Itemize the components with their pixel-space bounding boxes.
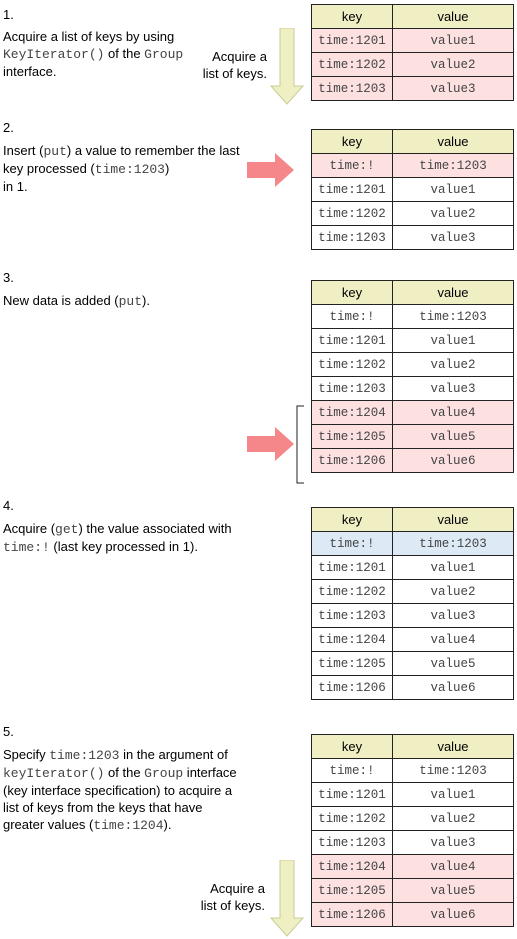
right-arrow-icon [247,427,295,461]
step-3-table [311,280,514,473]
table-row: time:! time:1203 [312,759,514,783]
step-3-number: 3. [3,270,14,285]
step-2-description: Insert (put) a value to remember the last key processed (time:1203) in 1. [3,143,240,194]
table-row: time:1203 value3 [312,604,514,628]
bracket-icon [296,405,306,485]
table-row: time:1202 value2 [312,202,514,226]
step-1-description: Acquire a list of keys by using KeyIterator() of the Group interface. [3,29,184,79]
table-row: time:1202 value2 [312,53,514,77]
table-row: time:1202 value2 [312,807,514,831]
table-row: time:1202 value2 [312,353,514,377]
step-1-arrow-label: Acquire a list of keys. [202,49,267,81]
table-row: time:1206 value6 [312,676,514,700]
down-arrow-icon [270,28,304,106]
table-row: time:1201 value1 [312,29,514,53]
step-4-number: 4. [3,498,14,513]
step-3-description: New data is added (put). [3,293,150,309]
step-5-arrow-label: Acquire a list of keys. [200,881,265,913]
step-1-table [311,4,514,101]
table-row: time:1205 value5 [312,879,514,903]
table-row: time:1205 value5 [312,425,514,449]
step-1-number: 1. [3,7,14,22]
table-row: time:1203 value3 [312,226,514,250]
key-header: key [312,130,393,154]
table-row: time:1204 value4 [312,628,514,652]
step-2-number: 2. [3,120,14,135]
key-header: key [312,508,393,532]
table-row: time:1203 value3 [312,831,514,855]
key-header: key [312,735,393,759]
table-row: time:1204 value4 [312,855,514,879]
table-row: time:! time:1203 [312,305,514,329]
step-5-table [311,734,514,927]
key-header: key [312,281,393,305]
table-row: time:1201 value1 [312,783,514,807]
table-row: time:1206 value6 [312,449,514,473]
step-5-description: Specify time:1203 in the argument of keyIterator() of the Group interface (key interface specification) to acquire a list of keys from the keys that have greater values (time:1204). [3,747,237,833]
table-row: time:1204 value4 [312,401,514,425]
key-header: key [312,5,393,29]
table-row: time:1201 value1 [312,178,514,202]
table-row: time:! time:1203 [312,154,514,178]
down-arrow-icon [270,860,304,938]
value-header: value [393,508,514,532]
table-row: time:1202 value2 [312,580,514,604]
table-row: time:1201 value1 [312,329,514,353]
value-header: value [393,735,514,759]
table-row: time:1203 value3 [312,377,514,401]
value-header: value [393,130,514,154]
value-header: value [393,281,514,305]
step-2-table [311,129,514,250]
table-row: time:1201 value1 [312,556,514,580]
step-4-table [311,507,514,700]
step-4-description: Acquire (get) the value associated with time:! (last key processed in 1). [3,521,232,555]
right-arrow-icon [247,153,295,187]
value-header: value [393,5,514,29]
table-row: time:1206 value6 [312,903,514,927]
table-row: time:1205 value5 [312,652,514,676]
table-row: time:1203 value3 [312,77,514,101]
table-row: time:! time:1203 [312,532,514,556]
step-5-number: 5. [3,724,14,739]
